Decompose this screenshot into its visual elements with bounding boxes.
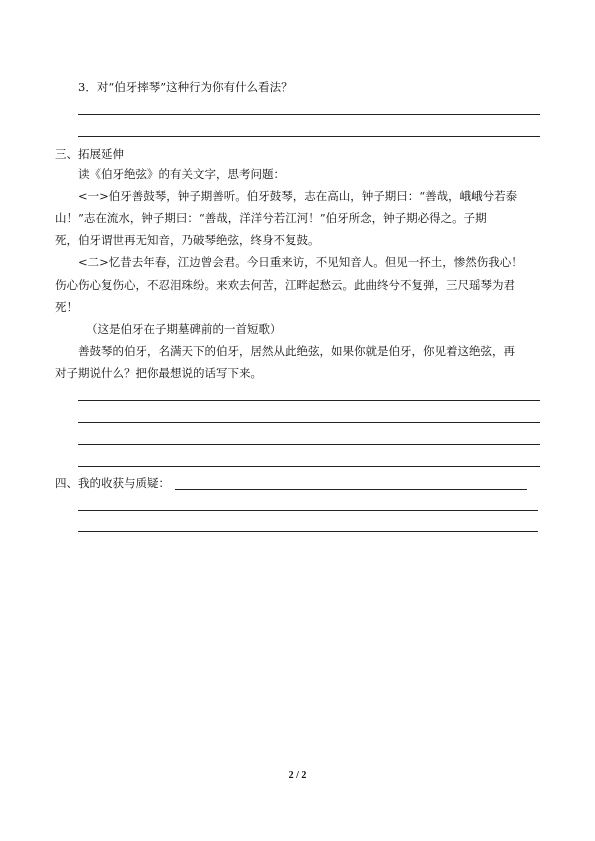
answer-line (78, 136, 540, 137)
passage-2-line-1: <二>忆昔去年春，江边曾会君。今日重来访，不见知音人。但见一抔土，惨然伤我心！ (78, 255, 523, 269)
question-3: 3．对“伯牙摔琴”这种行为你有什么看法？ (78, 80, 293, 94)
answer-line (78, 444, 540, 445)
prompt-line-1: 善鼓琴的伯牙，名满天下的伯牙，居然从此绝弦，如果你就是伯牙，你见着这绝弦，再 (78, 344, 515, 358)
section-heading-gains: 四、我的收获与质疑： (55, 476, 170, 490)
reading-intro: 读《伯牙绝弦》的有关文字，思考问题： (78, 167, 285, 181)
answer-line (78, 510, 538, 511)
passage-2-line-3: 死！ (55, 300, 78, 314)
passage-2-line-2: 伤心伤心复伤心，不忍泪珠纷。来欢去何苦，江畔起愁云。此曲终兮不复弹，三尺瑶琴为君 (55, 278, 515, 292)
answer-line (78, 114, 540, 115)
prompt-line-2: 对子期说什么？把你最想说的话写下来。 (55, 366, 262, 380)
passage-1-line-3: 死，伯牙谓世再无知音，乃破琴绝弦，终身不复鼓。 (55, 233, 320, 247)
page-number: 2 / 2 (288, 770, 307, 781)
answer-line (78, 531, 538, 532)
section-heading-extension: 三、拓展延伸 (55, 147, 124, 161)
song-note: （这是伯牙在子期墓碑前的一首短歌） (86, 322, 282, 336)
passage-1-line-2: 山！”志在流水，钟子期曰：“善哉，洋洋兮若江河！”伯牙所念，钟子期必得之。子期 (55, 211, 487, 225)
answer-line-inline (175, 489, 527, 490)
answer-line (78, 400, 540, 401)
passage-1-line-1: <一>伯牙善鼓琴，钟子期善听。伯牙鼓琴，志在高山，钟子期曰：“善哉，峨峨兮若泰 (78, 189, 518, 203)
answer-line (78, 422, 540, 423)
answer-line (78, 466, 540, 467)
